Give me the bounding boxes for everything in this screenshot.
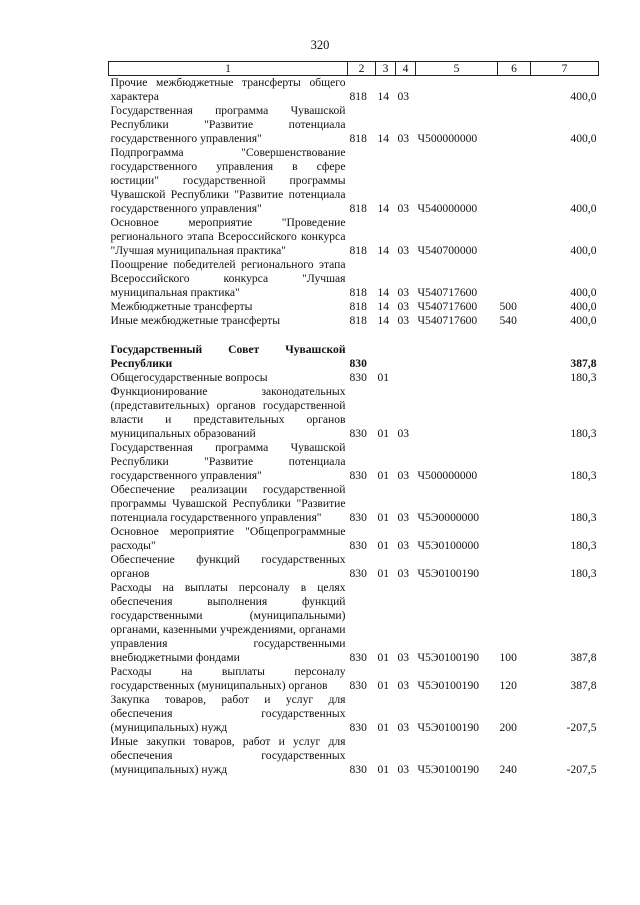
row-vr — [498, 216, 531, 258]
row-amount: 180,3 — [570, 567, 597, 580]
row-amount: 180,3 — [570, 539, 597, 552]
header-col-6: 6 — [498, 62, 531, 76]
row-gr: 830 — [349, 511, 367, 524]
row-vr — [498, 385, 531, 441]
row-rz: 14 — [377, 286, 390, 299]
row-name: Прочие межбюджетные трансферты общего характера — [110, 76, 346, 103]
row-csr: Ч5Э0000000 — [417, 511, 480, 524]
budget-table — [108, 61, 599, 777]
row-csr — [416, 76, 498, 105]
row-vr — [498, 76, 531, 105]
row-pr: 03 — [397, 679, 410, 692]
row-gr: 818 — [349, 132, 367, 145]
row-amount: 387,8 — [570, 651, 597, 664]
row-pr: 03 — [397, 721, 410, 734]
row-amount: -207,5 — [566, 763, 597, 776]
row-vr: 200 — [499, 721, 517, 734]
row-rz: 14 — [377, 244, 390, 257]
row-rz: 01 — [377, 371, 390, 384]
row-rz — [376, 343, 396, 371]
row-csr: Ч540000000 — [417, 202, 478, 215]
row-name: Государственный Совет Чувашской Республики — [110, 343, 346, 370]
header-col-4: 4 — [396, 62, 416, 76]
row-csr: Ч540700000 — [417, 244, 478, 257]
row-csr: Ч5Э0100190 — [417, 721, 480, 734]
header-col-7: 7 — [531, 62, 599, 76]
row-rz: 01 — [377, 679, 390, 692]
row-gr: 818 — [349, 202, 367, 215]
table-row — [109, 343, 599, 371]
row-rz: 01 — [377, 567, 390, 580]
row-csr: Ч500000000 — [417, 132, 478, 145]
header-col-3: 3 — [376, 62, 396, 76]
spacer-cell — [109, 328, 599, 343]
row-vr — [498, 525, 531, 553]
row-pr: 03 — [397, 427, 410, 440]
table-row — [109, 104, 599, 146]
row-pr: 03 — [397, 132, 410, 145]
row-name: Общегосударственные вопросы — [110, 371, 268, 384]
row-csr: Ч5Э0100190 — [417, 567, 480, 580]
row-csr: Ч5Э0100190 — [417, 763, 480, 776]
row-amount: 400,0 — [570, 244, 597, 257]
row-csr: Ч500000000 — [417, 469, 478, 482]
row-vr: 500 — [499, 300, 517, 313]
table-header — [109, 62, 599, 76]
table-row — [109, 258, 599, 300]
table-row — [109, 146, 599, 216]
row-csr — [416, 343, 498, 371]
row-name: Расходы на выплаты персоналу в целях обеспечения выполнения функций государственными (муниципальными) органами, казенными учреждениями, органами управления государственными внебюджетными фондами — [110, 581, 346, 664]
row-amount: 400,0 — [570, 314, 597, 327]
row-rz: 01 — [377, 539, 390, 552]
table-row — [109, 581, 599, 665]
row-gr: 818 — [349, 90, 367, 103]
row-amount: 180,3 — [570, 371, 597, 384]
row-pr: 03 — [397, 567, 410, 580]
table-row — [109, 385, 599, 441]
row-name: Функционирование законодательных (представительных) органов государственной власти и представительных органов муниципальных образований — [110, 385, 346, 440]
table-row — [109, 735, 599, 777]
row-amount: 400,0 — [570, 202, 597, 215]
row-csr: Ч5Э0100190 — [417, 679, 480, 692]
row-rz: 14 — [377, 90, 390, 103]
page-number: 320 — [310, 38, 330, 52]
table-row — [109, 693, 599, 735]
row-name: Основное мероприятие "Общепрограммные расходы" — [110, 525, 346, 552]
row-rz: 01 — [377, 511, 390, 524]
row-name: Закупка товаров, работ и услуг для обеспечения государственных (муниципальных) нужд — [110, 693, 346, 734]
row-name: Поощрение победителей регионального этапа Всероссийского конкурса "Лучшая муниципальная практика" — [110, 258, 346, 299]
table-row — [109, 665, 599, 693]
row-rz: 01 — [377, 427, 390, 440]
row-pr: 03 — [397, 469, 410, 482]
row-gr: 830 — [349, 427, 367, 440]
row-gr: 830 — [349, 651, 367, 664]
row-rz: 14 — [377, 202, 390, 215]
row-pr — [396, 343, 416, 371]
row-pr: 03 — [397, 314, 410, 327]
row-gr: 830 — [349, 469, 367, 482]
table-row — [109, 314, 599, 328]
row-name: Обеспечение функций государственных органов — [110, 553, 346, 580]
row-csr: Ч540717600 — [417, 300, 478, 313]
row-name: Обеспечение реализации государственной программы Чувашской Республики "Развитие потенциала государственного управления" — [110, 483, 346, 524]
row-vr — [498, 258, 531, 300]
row-pr: 03 — [397, 539, 410, 552]
row-gr: 818 — [349, 244, 367, 257]
row-vr — [498, 343, 531, 371]
row-pr: 03 — [397, 300, 410, 313]
table-row — [109, 553, 599, 581]
row-vr — [498, 483, 531, 525]
row-amount: 180,3 — [570, 469, 597, 482]
row-vr: 240 — [499, 763, 517, 776]
row-csr: Ч540717600 — [417, 314, 478, 327]
row-gr: 830 — [349, 721, 367, 734]
row-pr — [396, 371, 416, 385]
row-name: Подпрограмма "Совершенствование государственного управления в сфере юстиции" государственной программы Чувашской Республики "Развитие потенциала государственного управления" — [110, 146, 346, 215]
row-rz: 14 — [377, 314, 390, 327]
table-row — [109, 300, 599, 314]
row-rz: 14 — [377, 300, 390, 313]
row-vr — [498, 441, 531, 483]
header-row — [109, 62, 599, 76]
row-gr: 818 — [349, 300, 367, 313]
row-vr: 100 — [499, 651, 517, 664]
row-rz: 14 — [377, 132, 390, 145]
row-gr: 818 — [349, 314, 367, 327]
row-vr — [498, 371, 531, 385]
row-gr: 830 — [349, 357, 367, 370]
table-row — [109, 441, 599, 483]
row-vr: 540 — [499, 314, 517, 327]
row-vr — [498, 104, 531, 146]
row-amount: -207,5 — [566, 721, 597, 734]
table-body — [109, 76, 599, 778]
row-gr: 830 — [349, 567, 367, 580]
table-row — [109, 216, 599, 258]
row-pr: 03 — [397, 286, 410, 299]
row-gr: 818 — [349, 286, 367, 299]
row-pr: 03 — [397, 763, 410, 776]
header-col-2: 2 — [348, 62, 376, 76]
row-name: Расходы на выплаты персоналу государственных (муниципальных) органов — [110, 665, 346, 692]
header-col-1: 1 — [109, 62, 348, 76]
table-row — [109, 483, 599, 525]
row-amount: 400,0 — [570, 90, 597, 103]
row-name: Государственная программа Чувашской Республики "Развитие потенциала государственного управления" — [110, 441, 346, 482]
row-name: Иные закупки товаров, работ и услуг для обеспечения государственных (муниципальных) нужд — [110, 735, 346, 776]
row-amount: 387,8 — [570, 679, 597, 692]
row-rz: 01 — [377, 651, 390, 664]
row-rz: 01 — [377, 721, 390, 734]
row-name: Государственная программа Чувашской Республики "Развитие потенциала государственного управления" — [110, 104, 346, 145]
row-csr: Ч5Э0100000 — [417, 539, 480, 552]
row-pr: 03 — [397, 244, 410, 257]
table-row — [109, 328, 599, 343]
row-pr: 03 — [397, 202, 410, 215]
row-gr: 830 — [349, 763, 367, 776]
row-amount: 180,3 — [570, 511, 597, 524]
row-name: Межбюджетные трансферты — [110, 300, 253, 313]
header-col-5: 5 — [416, 62, 498, 76]
row-csr — [416, 371, 498, 385]
row-pr: 03 — [397, 651, 410, 664]
row-amount: 400,0 — [570, 132, 597, 145]
row-pr: 03 — [397, 511, 410, 524]
table-row — [109, 76, 599, 105]
row-amount: 387,8 — [570, 357, 597, 370]
row-vr — [498, 553, 531, 581]
row-vr — [498, 146, 531, 216]
row-name: Основное мероприятие "Проведение регионального этапа Всероссийского конкурса "Лучшая муниципальная практика" — [110, 216, 346, 257]
row-rz: 01 — [377, 469, 390, 482]
table-row — [109, 371, 599, 385]
row-rz: 01 — [377, 763, 390, 776]
row-csr: Ч540717600 — [417, 286, 478, 299]
row-gr: 830 — [349, 539, 367, 552]
row-amount: 180,3 — [570, 427, 597, 440]
row-amount: 400,0 — [570, 300, 597, 313]
row-pr: 03 — [397, 90, 410, 103]
row-name: Иные межбюджетные трансферты — [110, 314, 281, 327]
row-vr: 120 — [499, 679, 517, 692]
row-gr: 830 — [349, 679, 367, 692]
row-amount: 400,0 — [570, 286, 597, 299]
row-csr — [416, 385, 498, 441]
row-csr: Ч5Э0100190 — [417, 651, 480, 664]
row-gr: 830 — [349, 371, 367, 384]
table-row — [109, 525, 599, 553]
